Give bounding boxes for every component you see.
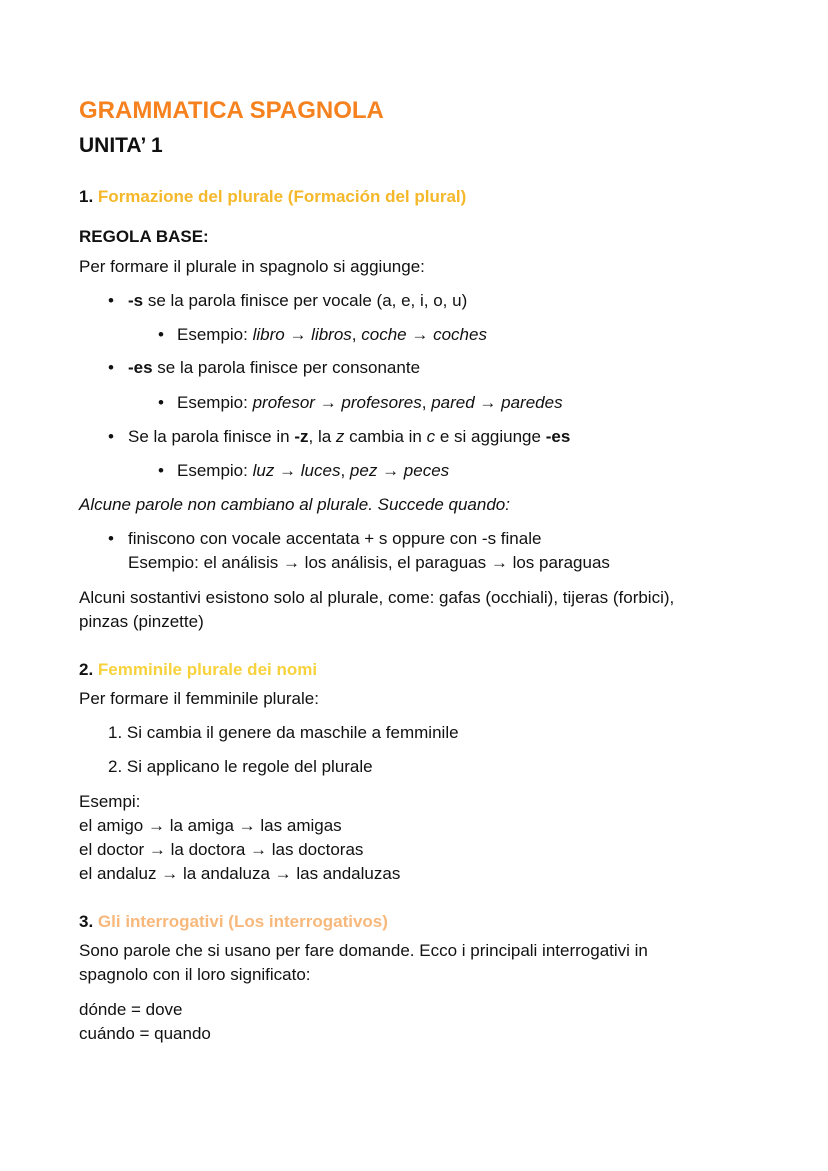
text-line (79, 862, 400, 886)
text-line (79, 814, 342, 838)
text-line (108, 755, 373, 779)
bullet-icon: • (108, 529, 114, 548)
text-segment: → (406, 325, 434, 344)
list-item (128, 425, 570, 449)
text-segment: Sono parole che si usano per fare domande. Ecco i principali interrogativi in (79, 941, 648, 960)
text-segment: Per formare il femminile plurale: (79, 689, 319, 708)
text-segment: → (274, 461, 301, 480)
text-line (79, 790, 140, 814)
text-segment: spagnolo con il loro significato: (79, 965, 311, 984)
text-segment: se la parola finisce per consonante (152, 358, 421, 377)
text-line (79, 963, 311, 987)
italic-text: z (335, 427, 345, 446)
text-segment: el doctor → la doctora → las doctoras (79, 840, 364, 859)
text-segment: el andaluz → la andaluza → las andaluzas (79, 864, 401, 883)
italic-text: pared (431, 393, 475, 412)
italic-text: profesor (252, 393, 315, 412)
section-title: Formazione del plurale (Formación del plural) (97, 187, 467, 206)
list-item (128, 289, 467, 313)
text-line (79, 225, 209, 249)
text-segment: Alcuni sostantivi esistono solo al plurale, come: gafas (occhiali), tijeras (forbici), (79, 588, 675, 607)
text-line (79, 1022, 211, 1046)
text-segment: 1. Si cambia il genere da maschile a femminile (108, 723, 459, 742)
text-segment: → (377, 461, 404, 480)
bold-text: -z (294, 427, 309, 446)
text-segment: → (314, 393, 342, 412)
section-heading (79, 185, 466, 209)
text-segment: Esempio: (177, 393, 253, 412)
text-line (79, 687, 319, 711)
text-line (79, 838, 363, 862)
italic-text: paredes (501, 393, 563, 412)
list-item (177, 323, 487, 347)
bullet-icon: • (158, 393, 164, 412)
bold-text: -s (128, 291, 144, 310)
text-segment: el amigo → la amiga → las amigas (79, 816, 342, 835)
text-segment: cuándo = quando (79, 1024, 211, 1043)
italic-text: libro (252, 325, 285, 344)
section-heading (79, 910, 388, 934)
text-segment: finiscono con vocale accentata + s oppure con -s finale (128, 529, 542, 548)
italic-text: peces (403, 461, 450, 480)
text-segment: se la parola finisce per vocale (a, e, i, o, u) (143, 291, 468, 310)
bold-text: -es (128, 358, 153, 377)
italic-text: pez (349, 461, 378, 480)
section-title: Femminile plurale dei nomi (97, 660, 318, 679)
text-segment: , (421, 393, 432, 412)
italic-text: coche (361, 325, 407, 344)
text-line (79, 998, 183, 1022)
text-line (108, 721, 459, 745)
italic-text: libros (311, 325, 352, 344)
bullet-icon: • (108, 358, 114, 377)
text-line (79, 610, 204, 634)
italic-text: Alcune parole non cambiano al plurale. Succede quando: (79, 495, 510, 514)
text-segment: , (351, 325, 362, 344)
list-item (128, 356, 420, 380)
list-item (177, 459, 449, 483)
text-segment: e si aggiunge (435, 427, 546, 446)
text-segment: Esempio: el análisis → los análisis, el paraguas → los paraguas (128, 553, 610, 572)
bold-text: -es (545, 427, 571, 446)
text-segment: dónde = dove (79, 1000, 183, 1019)
text-line (128, 551, 610, 575)
section-title: Gli interrogativi (Los interrogativos) (97, 912, 388, 931)
text-segment: → (474, 393, 502, 412)
unit-heading: UNITA’ 1 (79, 134, 163, 157)
section-number: 1. (79, 187, 94, 206)
text-line (79, 255, 425, 279)
bullet-icon: • (108, 291, 114, 310)
italic-text: profesores (341, 393, 422, 412)
italic-text: coches (433, 325, 487, 344)
section-number: 3. (79, 912, 94, 931)
section-heading (79, 658, 317, 682)
text-line (79, 939, 648, 963)
text-segment: , la (308, 427, 336, 446)
section-number: 2. (79, 660, 94, 679)
italic-text: c (426, 427, 436, 446)
bullet-icon: • (158, 325, 164, 344)
text-line (79, 493, 510, 517)
text-segment: , (340, 461, 350, 480)
text-segment: Per formare il plurale in spagnolo si aggiunge: (79, 257, 425, 276)
italic-text: luz (252, 461, 275, 480)
list-item (177, 391, 563, 415)
text-segment: cambia in (344, 427, 427, 446)
text-line (79, 586, 674, 610)
italic-text: luces (300, 461, 341, 480)
text-segment: pinzas (pinzette) (79, 612, 204, 631)
text-segment: → (284, 325, 312, 344)
text-segment: Se la parola finisce in (128, 427, 295, 446)
bold-text: REGOLA BASE: (79, 227, 209, 246)
text-segment: Esempio: (177, 461, 253, 480)
text-segment: 2. Si applicano le regole del plurale (108, 757, 373, 776)
document-title: GRAMMATICA SPAGNOLA (79, 97, 384, 124)
bullet-icon: • (158, 461, 164, 480)
bullet-icon: • (108, 427, 114, 446)
text-segment: Esempi: (79, 792, 141, 811)
text-segment: Esempio: (177, 325, 253, 344)
list-item (128, 527, 541, 551)
